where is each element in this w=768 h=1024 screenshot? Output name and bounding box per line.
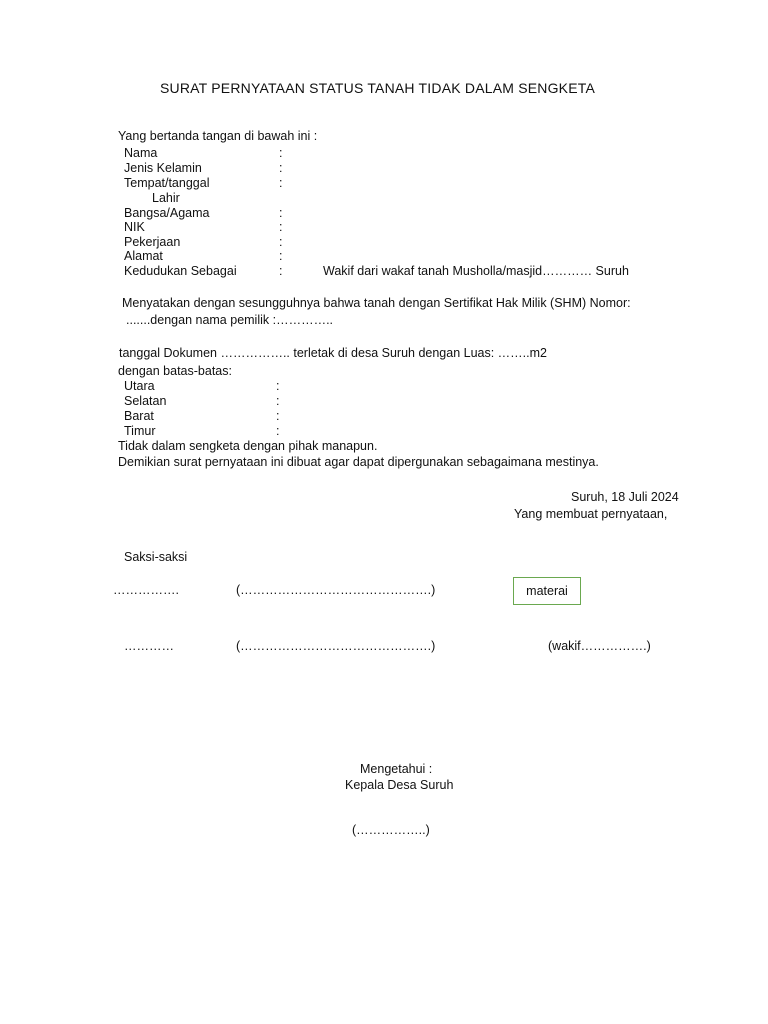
statement-line-1: Menyatakan dengan sesungguhnya bahwa tanah dengan Sertifikat Hak Milik (SHM) Nomor: [122, 296, 631, 310]
field-sep-kedudukan: : [279, 264, 283, 278]
field-sep-bangsa-agama: : [279, 206, 283, 220]
boundary-sep-timur: : [276, 424, 280, 438]
field-sep-nama: : [279, 146, 283, 160]
no-dispute-text: Tidak dalam sengketa dengan pihak manapun. [118, 439, 378, 453]
document-title: SURAT PERNYATAAN STATUS TANAH TIDAK DALAM SENGKETA [160, 80, 596, 96]
boundary-label-timur: Timur [124, 424, 156, 438]
boundary-sep-barat: : [276, 409, 280, 423]
closing-text: Demikian surat pernyataan ini dibuat agar dapat dipergunakan sebagaimana mestinya. [118, 455, 599, 469]
stamp-box [513, 577, 581, 605]
intro-text: Yang bertanda tangan di bawah ini : [118, 129, 318, 143]
field-label-lahir: Lahir [152, 191, 180, 205]
field-sep-pekerjaan: : [279, 235, 283, 249]
field-label-kedudukan: Kedudukan Sebagai [124, 264, 237, 278]
boundary-label-utara: Utara [124, 379, 155, 393]
witness-2-name: (……………………………………….) [236, 639, 436, 653]
field-sep-jenis-kelamin: : [279, 161, 283, 175]
village-head-signature: (……………..) [352, 823, 430, 837]
boundary-label-barat: Barat [124, 409, 154, 423]
witness-2-dots: ………… [124, 639, 174, 653]
wakif-signature: (wakif…………….) [548, 639, 651, 653]
boundaries-heading: dengan batas-batas: [118, 364, 232, 378]
declarant-label: Yang membuat pernyataan, [514, 507, 668, 521]
witness-1-name: (……………………………………….) [236, 583, 436, 597]
field-label-nama: Nama [124, 146, 158, 160]
field-sep-nik: : [279, 220, 283, 234]
witness-1-dots: ……………. [113, 583, 179, 597]
document-line: tanggal Dokumen …………….. terletak di desa Suruh dengan Luas: ……..m2 [119, 346, 547, 360]
acknowledged-label: Mengetahui : [360, 762, 433, 776]
field-value-kedudukan: Wakif dari wakaf tanah Musholla/masjid………… Suruh [323, 264, 629, 278]
boundary-sep-utara: : [276, 379, 280, 393]
place-date: Suruh, 18 Juli 2024 [571, 490, 679, 504]
stamp-label: materai [526, 584, 568, 598]
witnesses-heading: Saksi-saksi [124, 550, 188, 564]
field-sep-tempat-tanggal: : [279, 176, 283, 190]
field-label-nik: NIK [124, 220, 145, 234]
field-label-jenis-kelamin: Jenis Kelamin [124, 161, 202, 175]
field-sep-alamat: : [279, 249, 283, 263]
field-label-tempat-tanggal: Tempat/tanggal [124, 176, 210, 190]
field-label-alamat: Alamat [124, 249, 163, 263]
field-label-pekerjaan: Pekerjaan [124, 235, 181, 249]
boundary-sep-selatan: : [276, 394, 280, 408]
field-label-bangsa-agama: Bangsa/Agama [124, 206, 210, 220]
statement-line-2: .......dengan nama pemilik :………….. [126, 313, 334, 327]
village-head-title: Kepala Desa Suruh [345, 778, 454, 792]
boundary-label-selatan: Selatan [124, 394, 167, 408]
